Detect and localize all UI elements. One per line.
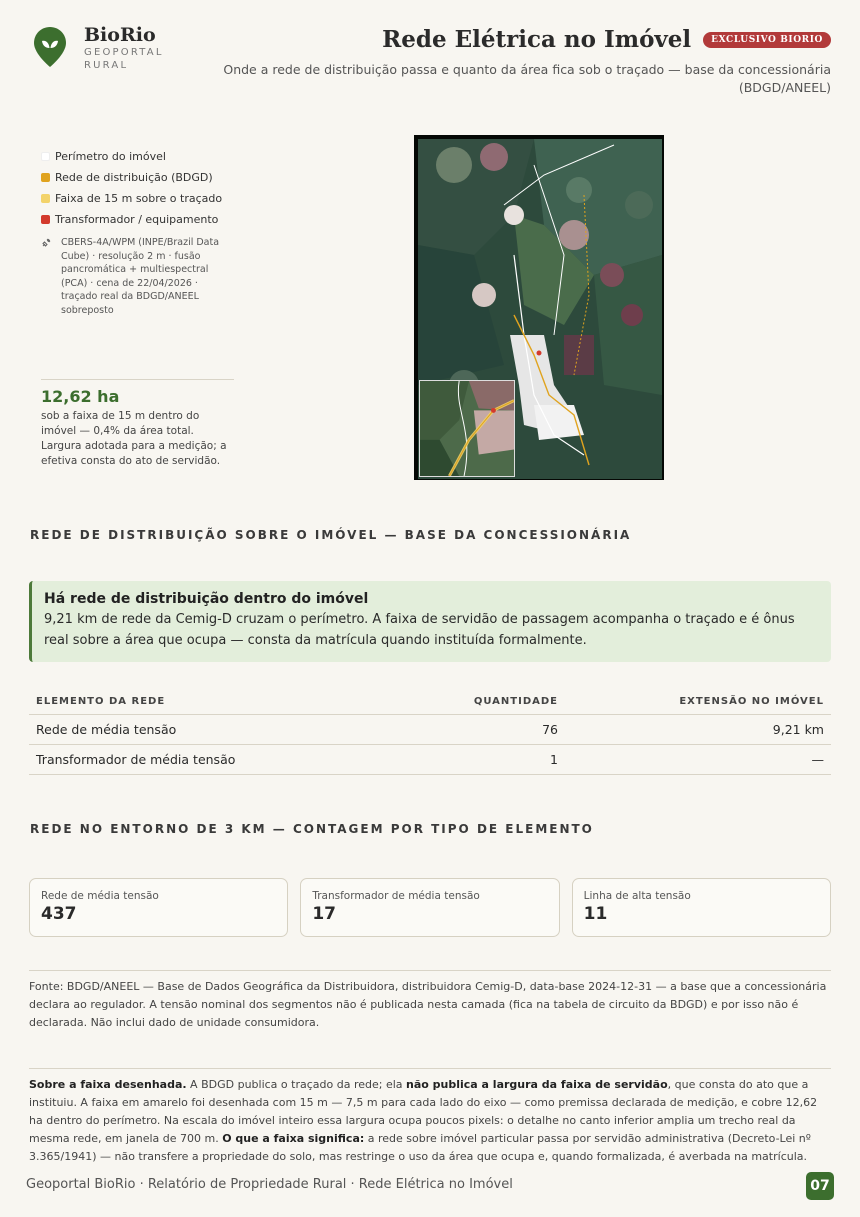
explainer-text: , que consta do ato que a instituiu. A faixa em amarelo foi desenhada com 15 m — 7,5 m para cada lado do eixo — como premissa declarada de medição, e cobre 12,62 ha dentro do perímetro. Na escala do imóvel inteiro essa largura ocupa poucos pixels: o detalhe no canto inferior amplia um trecho real da mesma rede, em janela de 700 m. (29, 1078, 818, 1145)
network-alert-callout (29, 581, 831, 662)
card-value: 437 (41, 904, 77, 924)
legend-label: Faixa de 15 m sobre o traçado (55, 192, 223, 205)
explainer-emphasis: não publica a largura da faixa de servidão (406, 1078, 668, 1091)
legend-label: Rede de distribuição (BDGD) (55, 171, 213, 184)
table-cell: — (565, 744, 831, 774)
count-card (29, 878, 288, 937)
exclusive-badge: EXCLUSIVO BIORIO (703, 32, 831, 48)
explainer-lead: Sobre a faixa desenhada. (29, 1078, 187, 1091)
legend-item-perimeter (41, 146, 236, 167)
imagery-source (41, 236, 236, 317)
card-label: Transformador de média tensão (312, 890, 480, 902)
table-header-row (29, 690, 831, 714)
strip-area-value: 12,62 ha (41, 387, 120, 406)
strip-area-stat (41, 379, 234, 469)
map-legend (41, 146, 236, 317)
legend-item-transformer (41, 209, 236, 230)
strip-area-description: sob a faixa de 15 m dentro do imóvel — 0,4% da área total. Largura adotada para a medição; a efetiva consta do ato de servidão. (41, 410, 227, 467)
brand-subtitle: GEOPORTAL RURAL (84, 47, 164, 71)
callout-body: 9,21 km de rede da Cemig-D cruzam o perímetro. A faixa de servidão de passagem acompanha o traçado e é ônus real sobre a área que ocupa — consta da matrícula quando instituída formalmente. (44, 612, 795, 648)
page-title: Rede Elétrica no Imóvel (382, 26, 692, 53)
detail-inset-map (419, 380, 515, 477)
legend-swatch (41, 152, 50, 161)
table-cell: Rede de média tensão (29, 714, 395, 744)
table-cell: 9,21 km (565, 714, 831, 744)
column-header: QUANTIDADE (395, 690, 565, 714)
satellite-icon (41, 237, 53, 317)
column-header: ELEMENTO DA REDE (29, 690, 395, 714)
legend-label: Perímetro do imóvel (55, 150, 166, 163)
brand-name: BioRio (84, 24, 156, 46)
card-label: Linha de alta tensão (583, 890, 691, 902)
table-cell: Transformador de média tensão (29, 744, 395, 774)
table-cell: 1 (395, 744, 565, 774)
legend-swatch (41, 194, 50, 203)
explainer-text: A BDGD publica o traçado da rede; ela (186, 1078, 407, 1091)
table-row (29, 714, 831, 744)
network-section-heading: REDE DE DISTRIBUIÇÃO SOBRE O IMÓVEL — BASE DA CONCESSIONÁRIA (30, 528, 632, 542)
table-cell: 76 (395, 714, 565, 744)
strip-explainer (29, 1068, 831, 1166)
network-table (29, 690, 831, 775)
column-header: EXTENSÃO NO IMÓVEL (565, 690, 831, 714)
table-row (29, 744, 831, 774)
count-card (572, 878, 831, 937)
footer-text: Geoportal BioRio · Relatório de Propriedade Rural · Rede Elétrica no Imóvel (26, 1177, 513, 1192)
explainer-text: a rede sobre imóvel particular passa por servidão administrativa (Decreto-Lei nº 3.365/1941) — não transfere a propriedade do solo, mas restringe o uso da área que ocupa e, quando formalizada, é averbada na matrícula. (29, 1132, 811, 1163)
legend-swatch (41, 173, 50, 182)
explainer-lead: O que a faixa significa: (222, 1132, 365, 1145)
callout-title: Há rede de distribuição dentro do imóvel (44, 591, 369, 607)
page-subtitle: Onde a rede de distribuição passa e quanto da área fica sob o traçado — base da concessionária (BDGD/ANEEL) (223, 62, 831, 95)
legend-item-network (41, 167, 236, 188)
page-number: 07 (806, 1172, 834, 1200)
legend-item-strip (41, 188, 236, 209)
count-card (300, 878, 559, 937)
title-row (382, 26, 831, 53)
card-label: Rede de média tensão (41, 890, 159, 902)
imagery-source-text: CBERS-4A/WPM (INPE/Brazil Data Cube) · resolução 2 m · fusão pancromática + multiespectral (PCA) · cena de 22/04/2026 · traçado real da BDGD/ANEEL sobreposto (61, 237, 220, 316)
card-value: 17 (312, 904, 336, 924)
legend-swatch (41, 215, 50, 224)
source-note: Fonte: BDGD/ANEEL — Base de Dados Geográfica da Distribuidora, distribuidora Cemig-D, data-base 2024-12-31 — a base que a concessionária declara ao regulador. A tensão nominal dos segmentos não é publicada nesta camada (fica na tabela de circuito da BDGD) e por isso não é declarada. Não inclui dado de unidade consumidora. (29, 970, 831, 1032)
brand-logo-icon (34, 27, 66, 67)
card-value: 11 (583, 904, 608, 924)
surroundings-cards (29, 878, 831, 937)
legend-label: Transformador / equipamento (55, 213, 219, 226)
surroundings-section-heading: REDE NO ENTORNO DE 3 KM — CONTAGEM POR TIPO DE ELEMENTO (30, 822, 594, 836)
